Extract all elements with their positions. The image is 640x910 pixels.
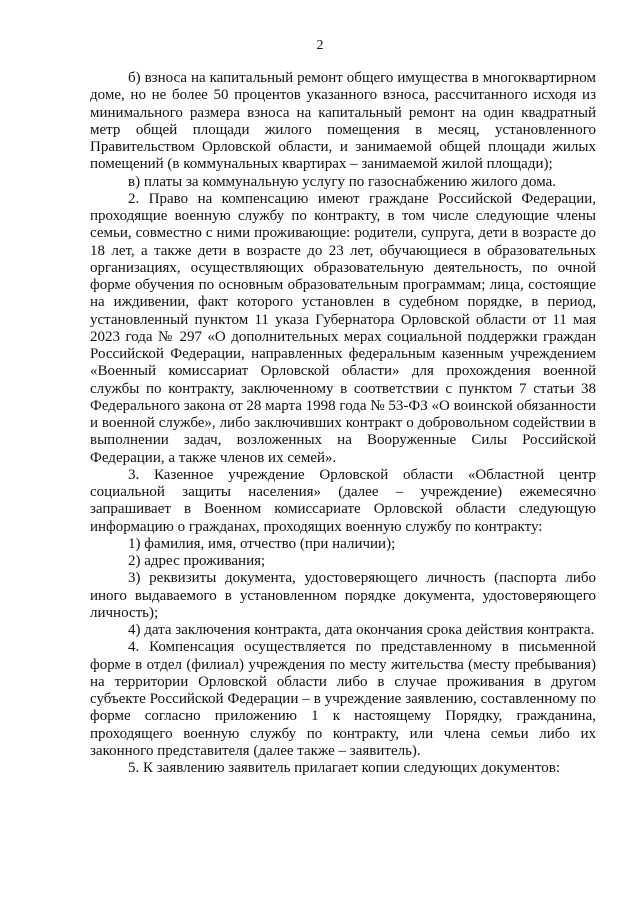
document-body <box>90 70 596 777</box>
paragraph-item-b: б) взноса на капитальный ремонт общего имущества в многоквартирном доме, но не более 50 процентов указанного взноса, рассчитанного исходя из минимального размера взноса на капитальный ремонт на один квадратный метр общей площади жилого помещения в месяц, установленного Правительством Орловской области, и занимаемой общей площади жилых помещений (в коммунальных квартирах – занимаемой жилой площади); <box>90 70 596 173</box>
paragraph-5: 5. К заявлению заявитель прилагает копии следующих документов: <box>128 760 561 776</box>
list-item-4: 4) дата заключения контракта, дата окончания срока действия контракта. <box>128 622 595 638</box>
list-item-1: 1) фамилия, имя, отчество (при наличии); <box>128 535 396 552</box>
list-item-3: 3) реквизиты документа, удостоверяющего личность (паспорта либо иного выдаваемого в установленном порядке документа, удостоверяющего личность); <box>90 570 596 621</box>
page-number: 2 <box>316 38 324 53</box>
paragraph-item-v: в) платы за коммунальную услугу по газоснабжению жилого дома. <box>128 173 557 190</box>
paragraph-4: 4. Компенсация осуществляется по представленному в письменной форме в отдел (филиал) учреждения по месту жительства (месту пребывания) на территории Орловской области либо в случае проживания в другом субъекте Российской Федерации – в учреждение заявлению, составленному по форме согласно приложению 1 к настоящему Порядку, гражданина, проходящего военную службу по контракту, или члена семьи либо их законного представителя (далее также – заявитель). <box>90 639 596 759</box>
paragraph-3: 3. Казенное учреждение Орловской области «Областной центр социальной защиты населения» (далее – учреждение) ежемесячно запрашивает в Военном комиссариате Орловской области следующую информацию о гражданах, проходящих военную службу по контракту: <box>90 466 596 535</box>
list-item-2: 2) адрес проживания; <box>128 553 266 569</box>
paragraph-2: 2. Право на компенсацию имеют граждане Российской Федерации, проходящие военную службу по контракту, в том числе следующие члены семьи, совместно с ними проживающие: родители, супруга, дети в возрасте до 18 лет, а также дети в возрасте до 23 лет, обучающиеся в образовательных организациях, осуществляющих образовательную деятельность, по очной форме обучения по основным образовательным программам; лица, состоящие на иждивении, факт которого установлен в судебном порядке, в период, установленный пунктом 11 указа Губернатора Орловской области от 11 мая 2023 года № 297 «О дополнительных мерах социальной поддержки граждан Российской Федерации, направленных федеральным казенным учреждением «Военный комиссариат Орловской области» для прохождения военной службы по контракту, заключенному в соответствии с пунктом 7 статьи 38 Федерального закона от 28 марта 1998 года № 53-ФЗ «О воинской обязанности и военной службе», либо заключивших контракт о добровольном содействии в выполнении задач, возложенных на Вооруженные Силы Российской Федерации, а также членов их семей». <box>90 190 596 466</box>
